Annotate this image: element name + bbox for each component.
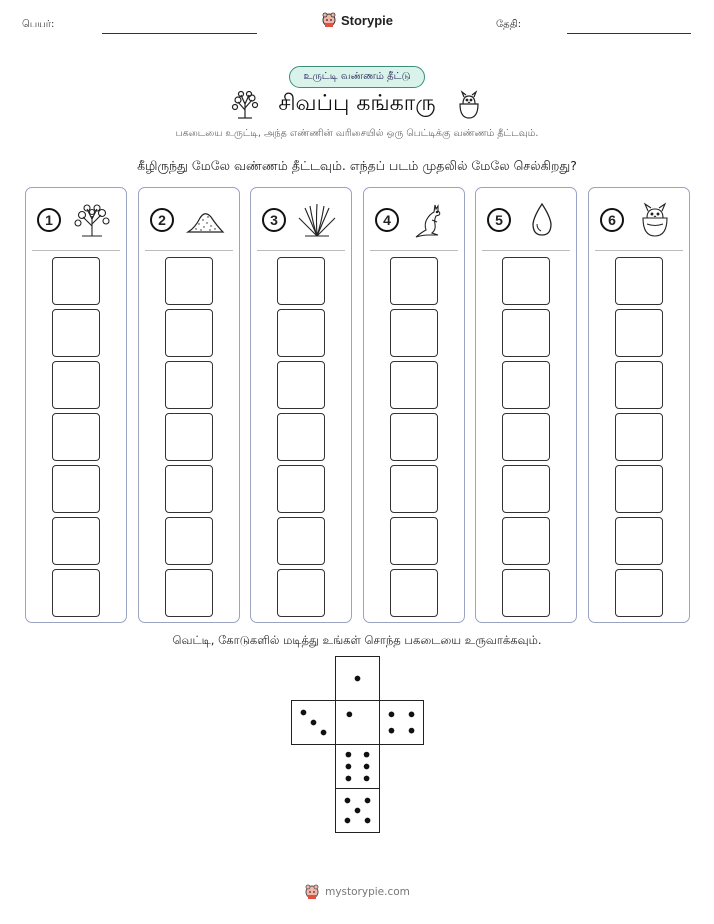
dice-pips bbox=[336, 789, 379, 832]
column-divider bbox=[482, 250, 570, 251]
color-box[interactable] bbox=[165, 413, 213, 461]
joey-pouch-icon bbox=[454, 90, 484, 120]
storypie-mascot-icon bbox=[321, 12, 337, 28]
cut-instruction: வெட்டி, கோடுகளில் மடித்து உங்கள் சொந்த பகடையை உருவாக்கவும். bbox=[172, 633, 542, 647]
color-box[interactable] bbox=[52, 413, 100, 461]
color-box[interactable] bbox=[52, 569, 100, 617]
title-row bbox=[0, 90, 714, 120]
color-box[interactable] bbox=[502, 569, 550, 617]
column-5 bbox=[475, 187, 577, 623]
logo-text: Storypie bbox=[340, 12, 393, 28]
grass-tuft-icon bbox=[297, 202, 337, 238]
column-number: 6 bbox=[600, 208, 624, 232]
dice-face-1 bbox=[335, 656, 380, 701]
dice-face-1 bbox=[335, 700, 380, 745]
color-box[interactable] bbox=[390, 361, 438, 409]
color-box[interactable] bbox=[52, 257, 100, 305]
water-drop-icon bbox=[522, 202, 562, 238]
dice-pips bbox=[336, 657, 379, 700]
color-box[interactable] bbox=[52, 517, 100, 565]
dice-pips bbox=[380, 701, 423, 744]
dice-face-3 bbox=[291, 700, 336, 745]
page-title: சிவப்பு கங்காரு bbox=[278, 91, 436, 116]
color-box[interactable] bbox=[277, 361, 325, 409]
color-box[interactable] bbox=[165, 569, 213, 617]
color-box[interactable] bbox=[615, 257, 663, 305]
color-box[interactable] bbox=[390, 309, 438, 357]
kangaroo-icon bbox=[410, 202, 450, 238]
color-box[interactable] bbox=[502, 257, 550, 305]
color-box[interactable] bbox=[502, 413, 550, 461]
color-box[interactable] bbox=[52, 465, 100, 513]
sand-pile-icon bbox=[185, 202, 225, 238]
color-box[interactable] bbox=[390, 465, 438, 513]
color-box[interactable] bbox=[277, 413, 325, 461]
dice-face-5 bbox=[335, 788, 380, 833]
logo bbox=[0, 12, 714, 28]
activity-badge: உருட்டி வண்ணம் தீட்டு bbox=[289, 66, 425, 88]
color-box[interactable] bbox=[390, 413, 438, 461]
date-field-line[interactable] bbox=[567, 33, 691, 34]
color-box[interactable] bbox=[52, 309, 100, 357]
dice-pips bbox=[336, 701, 379, 744]
color-box[interactable] bbox=[615, 413, 663, 461]
column-number: 1 bbox=[37, 208, 61, 232]
footer bbox=[0, 884, 714, 900]
color-box[interactable] bbox=[502, 309, 550, 357]
color-box[interactable] bbox=[52, 361, 100, 409]
color-box[interactable] bbox=[277, 465, 325, 513]
color-box[interactable] bbox=[390, 517, 438, 565]
color-box[interactable] bbox=[165, 257, 213, 305]
column-6 bbox=[588, 187, 690, 623]
column-1 bbox=[25, 187, 127, 623]
dice-face-4 bbox=[379, 700, 424, 745]
color-box[interactable] bbox=[390, 257, 438, 305]
column-number: 4 bbox=[375, 208, 399, 232]
color-box[interactable] bbox=[615, 569, 663, 617]
color-box[interactable] bbox=[165, 361, 213, 409]
color-box[interactable] bbox=[502, 465, 550, 513]
column-number: 2 bbox=[150, 208, 174, 232]
color-box[interactable] bbox=[502, 361, 550, 409]
color-box[interactable] bbox=[502, 517, 550, 565]
shrub-icon bbox=[230, 90, 260, 120]
dice-pips bbox=[336, 745, 379, 788]
color-box[interactable] bbox=[165, 309, 213, 357]
date-label: தேதி: bbox=[496, 19, 522, 30]
column-divider bbox=[257, 250, 345, 251]
dice-face-6 bbox=[335, 744, 380, 789]
color-box[interactable] bbox=[277, 257, 325, 305]
color-box[interactable] bbox=[615, 465, 663, 513]
column-number: 3 bbox=[262, 208, 286, 232]
color-box[interactable] bbox=[615, 309, 663, 357]
column-divider bbox=[32, 250, 120, 251]
name-label: பெயர்: bbox=[22, 19, 55, 30]
column-number: 5 bbox=[487, 208, 511, 232]
name-field-line[interactable] bbox=[102, 33, 257, 34]
storypie-mascot-icon bbox=[304, 884, 320, 900]
color-box[interactable] bbox=[277, 569, 325, 617]
joey-pouch-icon bbox=[635, 202, 675, 238]
column-2 bbox=[138, 187, 240, 623]
question: கீழிருந்து மேலே வண்ணம் தீட்டவும். எந்தப் படம் முதலில் மேலே செல்கிறது? bbox=[137, 158, 577, 173]
column-3 bbox=[250, 187, 352, 623]
column-4 bbox=[363, 187, 465, 623]
color-box[interactable] bbox=[615, 517, 663, 565]
column-divider bbox=[595, 250, 683, 251]
color-box[interactable] bbox=[615, 361, 663, 409]
color-box[interactable] bbox=[390, 569, 438, 617]
color-box[interactable] bbox=[165, 465, 213, 513]
column-divider bbox=[145, 250, 233, 251]
color-box[interactable] bbox=[277, 309, 325, 357]
shrub-icon bbox=[72, 202, 112, 238]
footer-url[interactable]: mystorypie.com bbox=[325, 886, 410, 898]
color-box[interactable] bbox=[277, 517, 325, 565]
instructions: பகடையை உருட்டி, அந்த எண்ணின் வரிசையில் ஒரு பெட்டிக்கு வண்ணம் தீட்டவும். bbox=[175, 128, 539, 139]
column-divider bbox=[370, 250, 458, 251]
color-box[interactable] bbox=[165, 517, 213, 565]
dice-pips bbox=[292, 701, 335, 744]
